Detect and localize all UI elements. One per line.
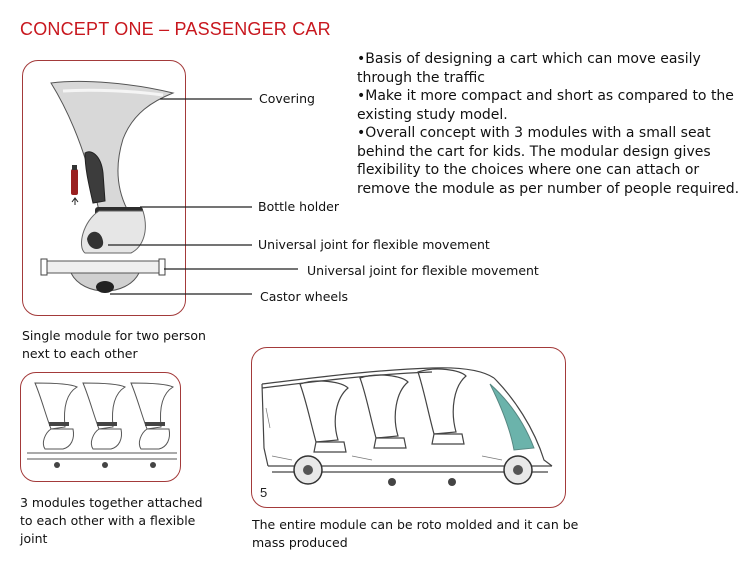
car-sketch-frame [251, 347, 566, 508]
car-sketch [252, 348, 566, 508]
single-module-sketch [23, 61, 186, 316]
label-bottle-holder: Bottle holder [258, 199, 339, 214]
sketch-number: 5 [260, 485, 268, 500]
bullet-item: •Basis of designing a cart which can move easily through the traffic [357, 51, 701, 86]
three-modules-frame [20, 372, 181, 482]
label-universal-joint-1: Universal joint for flexible movement [258, 237, 490, 252]
concept-bullets [357, 50, 742, 198]
label-covering: Covering [259, 91, 315, 106]
page-title: CONCEPT ONE – PASSENGER CAR [20, 19, 331, 39]
three-modules-sketch [21, 373, 181, 482]
caption-roto-molded: The entire module can be roto molded and it can be mass produced [252, 517, 579, 550]
label-castor-wheels: Castor wheels [260, 289, 349, 304]
single-module-frame [22, 60, 186, 316]
bullet-item: •Make it more compact and short as compared to the existing study model. [357, 88, 734, 123]
caption-single-module: Single module for two person next to each other [22, 328, 206, 361]
bullet-item: •Overall concept with 3 modules with a small seat behind the cart for kids. The modular design gives flexibility to the choices where one can attach or remove the module as per number of people required. [357, 125, 740, 197]
caption-three-modules: 3 modules together attached to each other with a flexible joint [20, 495, 203, 546]
label-universal-joint-2: Universal joint for flexible movement [307, 263, 539, 278]
